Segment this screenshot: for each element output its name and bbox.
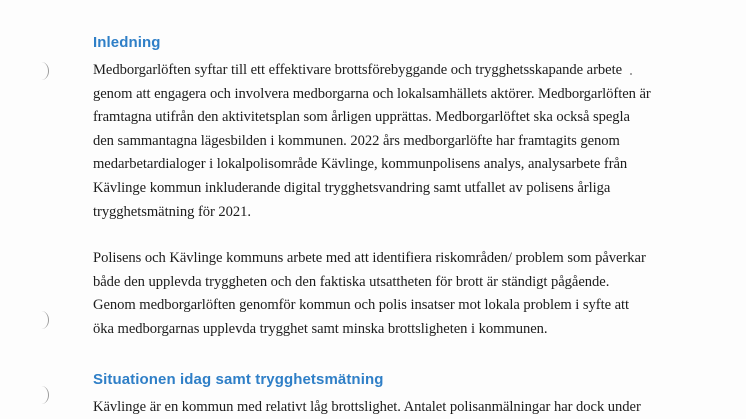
text-line: framtagna utifrån den aktivitetsplan som årligen upprättas. Medborgarlöftet ska också spegla bbox=[93, 109, 630, 126]
text-line: Polisens och Kävlinge kommuns arbete med att identifiera riskområden/ problem som påverkar bbox=[93, 250, 646, 266]
text-line: Kävlinge kommun inkluderande digital trygghetsvandring samt utfallet av polisens årliga bbox=[93, 179, 611, 196]
text-line: genom att engagera och involvera medborgarna och lokalsamhällets aktörer. Medborgarlöften är bbox=[93, 85, 651, 102]
text-line: öka medborgarnas upplevda trygghet samt minska brottsligheten i kommunen. bbox=[93, 320, 548, 337]
intro-paragraph-2 bbox=[93, 247, 653, 341]
punch-hole-mark bbox=[34, 386, 49, 404]
text-line: trygghetsmätning för 2021. bbox=[93, 203, 251, 220]
situation-paragraph-1 bbox=[93, 396, 653, 420]
text-line: både den upplevda tryggheten och den faktiska utsattheten för brott är ständigt pågående. bbox=[93, 273, 610, 290]
section-heading-situation: Situationen idag samt trygghetsmätning bbox=[93, 371, 384, 388]
text-line: Medborgarlöften syftar till ett effektivare brottsförebyggande och trygghetsskapande arbete bbox=[93, 62, 623, 78]
section-heading-intro: Inledning bbox=[93, 34, 161, 51]
text-line: Genom medborgarlöften genomför kommun och polis insatser mot lokala problem i syfte att bbox=[93, 297, 630, 314]
punch-hole-mark bbox=[34, 62, 49, 80]
punch-hole-mark bbox=[34, 311, 49, 329]
text-line: den sammantagna lägesbilden i kommunen. 2022 års medborgarlöfte har framtagits genom bbox=[93, 132, 620, 149]
text-line: Kävlinge är en kommun med relativt låg brottslighet. Antalet polisanmälningar har dock under bbox=[93, 399, 641, 415]
intro-paragraph-1 bbox=[93, 59, 653, 224]
text-line: medarbetardialoger i lokalpolisområde Kävlinge, kommunpolisens analys, analysarbete från bbox=[93, 156, 628, 173]
